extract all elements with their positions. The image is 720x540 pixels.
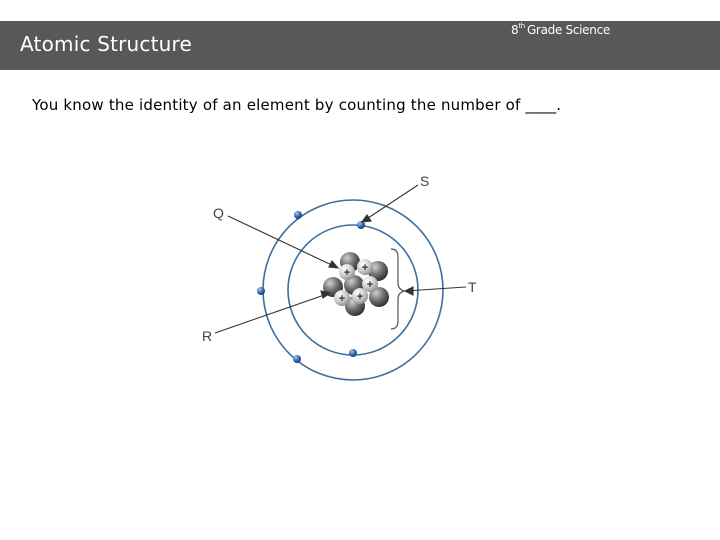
grade-number: 8: [511, 23, 519, 37]
question-text: You know the identity of an element by counting the number of ____.: [32, 96, 562, 114]
proton-sign: +: [361, 262, 369, 274]
electron-inner-bottom: [349, 349, 357, 357]
pointer-t: [405, 287, 466, 291]
pointer-r: [215, 293, 330, 333]
pointer-q: [228, 216, 338, 268]
electron-outer-left: [257, 287, 265, 295]
slide-title: Atomic Structure: [20, 32, 193, 56]
grade-subject: Grade Science: [526, 23, 610, 37]
proton-sign: +: [343, 267, 351, 279]
proton-sign: +: [356, 291, 364, 303]
arrowhead-t: [405, 287, 413, 295]
label-q: Q: [213, 205, 224, 221]
label-r: R: [202, 328, 213, 344]
label-t: T: [468, 279, 477, 295]
pointer-s: [362, 185, 418, 222]
grade-label: [511, 23, 610, 37]
arrowhead-s: [362, 215, 371, 222]
electron-outer-bottom-left: [293, 355, 301, 363]
proton-sign: +: [366, 279, 374, 291]
label-s: S: [420, 173, 430, 189]
grade-suffix: th: [518, 22, 525, 30]
arrowhead-q: [329, 261, 338, 268]
atom-diagram: [190, 165, 490, 390]
electron-outer-top-left: [294, 211, 302, 219]
proton-sign: +: [338, 293, 346, 305]
nucleus-bracket: [391, 249, 404, 329]
